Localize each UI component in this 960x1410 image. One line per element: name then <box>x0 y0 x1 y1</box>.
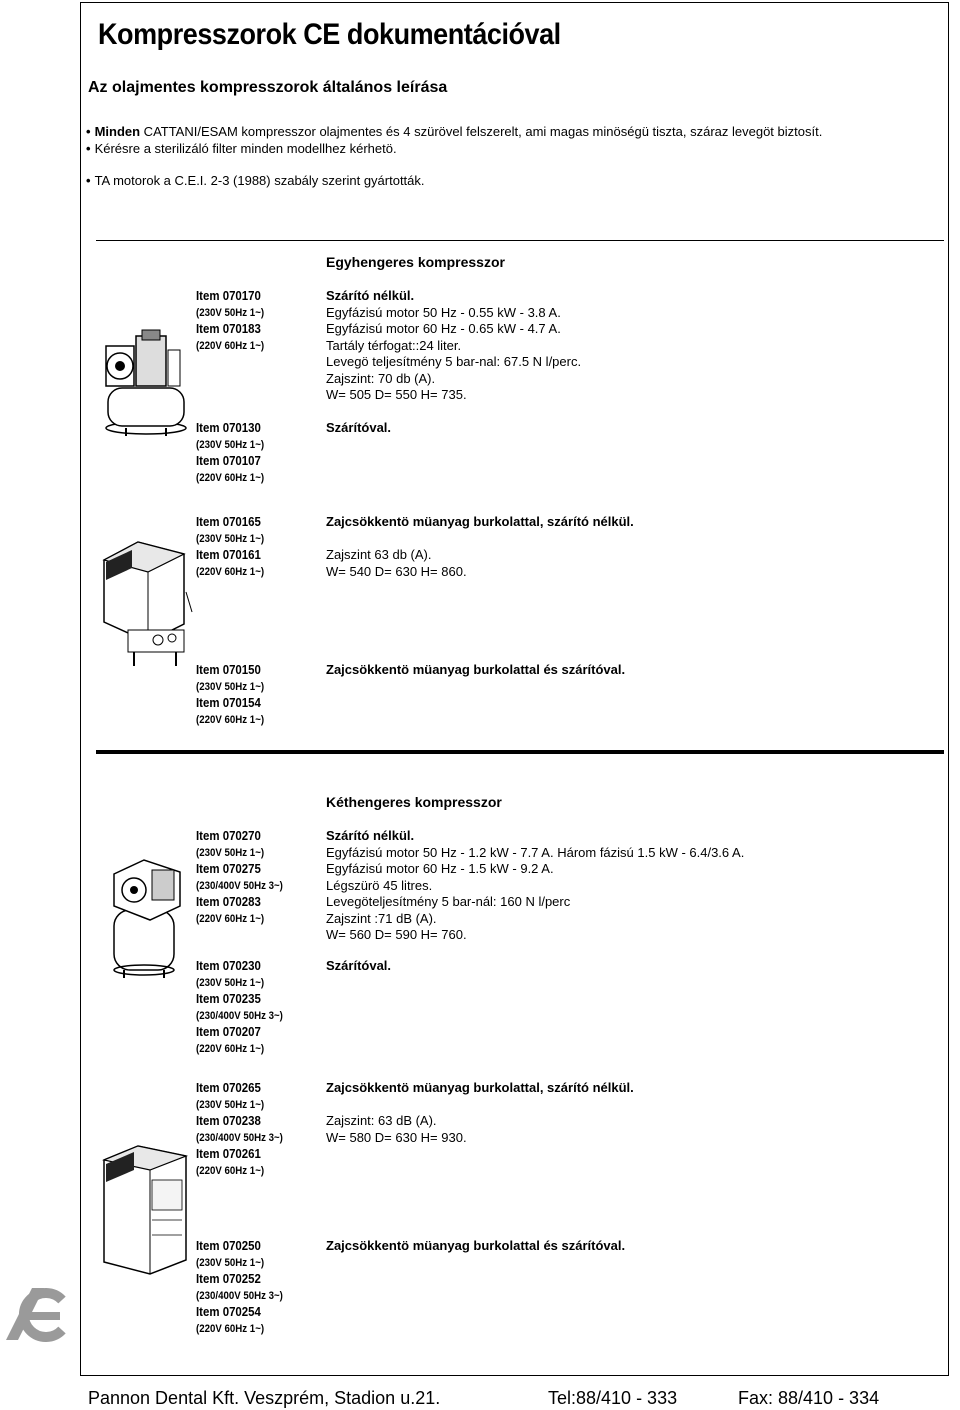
item-number: Item 070270 <box>196 828 261 843</box>
spec-line: Levegöteljesítmény 5 bar-nál: 160 N l/perc <box>326 894 571 909</box>
item-list-single-3 <box>196 514 264 580</box>
voltage-spec: (230/400V 50Hz 3~) <box>196 1131 283 1144</box>
voltage-spec: (220V 60Hz 1~) <box>196 1164 265 1177</box>
item-number: Item 070130 <box>196 420 261 435</box>
spec-line: W= 540 D= 630 H= 860. <box>326 563 467 579</box>
item-list-twin-1 <box>196 828 283 927</box>
voltage-spec: (230V 50Hz 1~) <box>196 1256 265 1269</box>
spec-line: Tartály térfogat::24 liter. <box>326 337 462 353</box>
voltage-spec: (220V 60Hz 1~) <box>196 713 265 726</box>
voltage-spec: (230/400V 50Hz 3~) <box>196 1009 283 1022</box>
spec-line: Egyfázisú motor 50 Hz - 0.55 kW - 3.8 A. <box>326 304 561 320</box>
voltage-spec: (220V 60Hz 1~) <box>196 339 265 352</box>
spec-head: Zajcsökkentö müanyag burkolattal, szárító nélkül. <box>326 1080 634 1095</box>
item-list-single-2 <box>196 420 264 486</box>
spec-single-2 <box>326 420 391 437</box>
spec-head: Szárító nélkül. <box>326 288 415 303</box>
spec-line: Légszürö 45 litres. <box>326 877 433 893</box>
bullet-2-text: Kérésre a sterilizáló filter minden modellhez kérhetö. <box>94 141 397 156</box>
single-cylinder-heading: Egyhengeres kompresszor <box>326 254 505 270</box>
item-number: Item 070161 <box>196 547 261 562</box>
item-number: Item 070230 <box>196 958 261 973</box>
voltage-spec: (220V 60Hz 1~) <box>196 912 265 925</box>
spec-head: Zajcsökkentö müanyag burkolattal, szárító nélkül. <box>326 514 634 529</box>
voltage-spec: (220V 60Hz 1~) <box>196 1042 265 1055</box>
spec-twin-3 <box>326 1080 634 1146</box>
voltage-spec: (230/400V 50Hz 3~) <box>196 879 283 892</box>
voltage-spec: (230V 50Hz 1~) <box>196 532 265 545</box>
item-list-single-1 <box>196 288 264 354</box>
item-list-twin-2 <box>196 958 283 1057</box>
footer-phone: Tel:88/410 - 333 <box>548 1388 678 1408</box>
item-number: Item 070275 <box>196 861 261 876</box>
item-number: Item 070154 <box>196 695 261 710</box>
bullet-1: • Minden CATTANI/ESAM kompresszor olajmentes és 4 szürövel felszerelt, ami magas minöségü tiszta, száraz levegöt biztosít. <box>86 124 823 139</box>
spec-line: Zajszint: 63 dB (A). <box>326 1113 437 1128</box>
voltage-spec: (220V 60Hz 1~) <box>196 471 265 484</box>
bullet-2: • Kérésre a sterilizáló filter minden modellhez kérhetö. <box>86 141 397 156</box>
twin-cylinder-heading: Kéthengeres kompresszor <box>326 794 502 810</box>
item-number: Item 070170 <box>196 288 261 303</box>
voltage-spec: (230V 50Hz 1~) <box>196 846 265 859</box>
spec-line: Egyfázisú motor 50 Hz - 1.2 kW - 7.7 A. Három fázisú 1.5 kW - 6.4/3.6 A. <box>326 844 745 860</box>
compressor-image-single-open <box>96 328 191 438</box>
footer-fax: Fax: 88/410 - 334 <box>738 1388 880 1408</box>
compressor-image-twin-open <box>100 850 195 980</box>
section-subtitle: Az olajmentes kompresszorok általános leírása <box>88 79 448 96</box>
spec-head: Zajcsökkentö müanyag burkolattal és szárítóval. <box>326 662 626 677</box>
spec-line: W= 505 D= 550 H= 735. <box>326 387 467 402</box>
bullet-1-bold: Minden <box>94 124 141 139</box>
footer-company: Pannon Dental Kft. Veszprém, Stadion u.21. <box>88 1388 441 1408</box>
voltage-spec: (220V 60Hz 1~) <box>196 1322 265 1335</box>
spec-single-3 <box>326 514 634 580</box>
item-number: Item 070183 <box>196 321 261 336</box>
item-number: Item 070250 <box>196 1238 261 1253</box>
compressor-image-single-silenced <box>98 532 196 672</box>
spec-twin-4 <box>326 1238 625 1255</box>
divider-middle <box>96 750 944 754</box>
spec-line: Levegö teljesítmény 5 bar-nal: 67.5 N l/perc. <box>326 354 582 369</box>
item-number: Item 070261 <box>196 1146 261 1161</box>
spec-head: Zajcsökkentö müanyag burkolattal és szárítóval. <box>326 1238 626 1253</box>
spec-line: Zajszint :71 dB (A). <box>326 910 437 926</box>
voltage-spec: (220V 60Hz 1~) <box>196 565 265 578</box>
spec-line: Zajszint 63 db (A). <box>326 547 432 562</box>
spec-line <box>326 531 634 548</box>
spec-head: Szárító nélkül. <box>326 828 415 843</box>
voltage-spec: (230V 50Hz 1~) <box>196 306 265 319</box>
spec-head: Szárítóval. <box>326 958 392 973</box>
item-number: Item 070107 <box>196 453 261 468</box>
spec-line: Egyfázisú motor 60 Hz - 0.65 kW - 4.7 A. <box>326 321 561 336</box>
item-list-single-4 <box>196 662 264 728</box>
spec-line: Egyfázisú motor 60 Hz - 1.5 kW - 9.2 A. <box>326 861 554 876</box>
bullet-3: • TA motorok a C.E.I. 2-3 (1988) szabály szerint gyártották. <box>86 173 425 188</box>
voltage-spec: (230/400V 50Hz 3~) <box>196 1289 283 1302</box>
page-title: Kompresszorok CE dokumentációval <box>98 18 561 51</box>
item-list-twin-3 <box>196 1080 283 1179</box>
voltage-spec: (230V 50Hz 1~) <box>196 438 265 451</box>
item-number: Item 070150 <box>196 662 261 677</box>
spec-single-1 <box>326 288 581 404</box>
item-number: Item 070165 <box>196 514 261 529</box>
item-number: Item 070254 <box>196 1304 261 1319</box>
item-number: Item 070283 <box>196 894 261 909</box>
item-number: Item 070207 <box>196 1024 261 1039</box>
spec-twin-2 <box>326 958 391 975</box>
voltage-spec: (230V 50Hz 1~) <box>196 680 265 693</box>
bullet-3-text: TA motorok a C.E.I. 2-3 (1988) szabály szerint gyártották. <box>94 173 425 188</box>
spec-head: Szárítóval. <box>326 420 392 435</box>
company-logo-icon <box>4 1286 72 1342</box>
bullet-1-text: CATTANI/ESAM kompresszor olajmentes és 4 szürövel felszerelt, ami magas minöségü tiszta, száraz levegöt biztosít. <box>140 124 823 139</box>
spec-single-4 <box>326 662 625 679</box>
spec-line: Zajszint: 70 db (A). <box>326 370 436 386</box>
spec-line: W= 560 D= 590 H= 760. <box>326 927 467 942</box>
voltage-spec: (230V 50Hz 1~) <box>196 1098 265 1111</box>
item-number: Item 070235 <box>196 991 261 1006</box>
spec-line: W= 580 D= 630 H= 930. <box>326 1129 467 1145</box>
item-number: Item 070252 <box>196 1271 261 1286</box>
spec-twin-1 <box>326 828 744 944</box>
item-number: Item 070238 <box>196 1113 261 1128</box>
item-number: Item 070265 <box>196 1080 261 1095</box>
item-list-twin-4 <box>196 1238 283 1337</box>
compressor-image-twin-silenced <box>98 1140 196 1280</box>
spec-line <box>326 1097 634 1114</box>
voltage-spec: (230V 50Hz 1~) <box>196 976 265 989</box>
divider-top <box>96 240 944 241</box>
